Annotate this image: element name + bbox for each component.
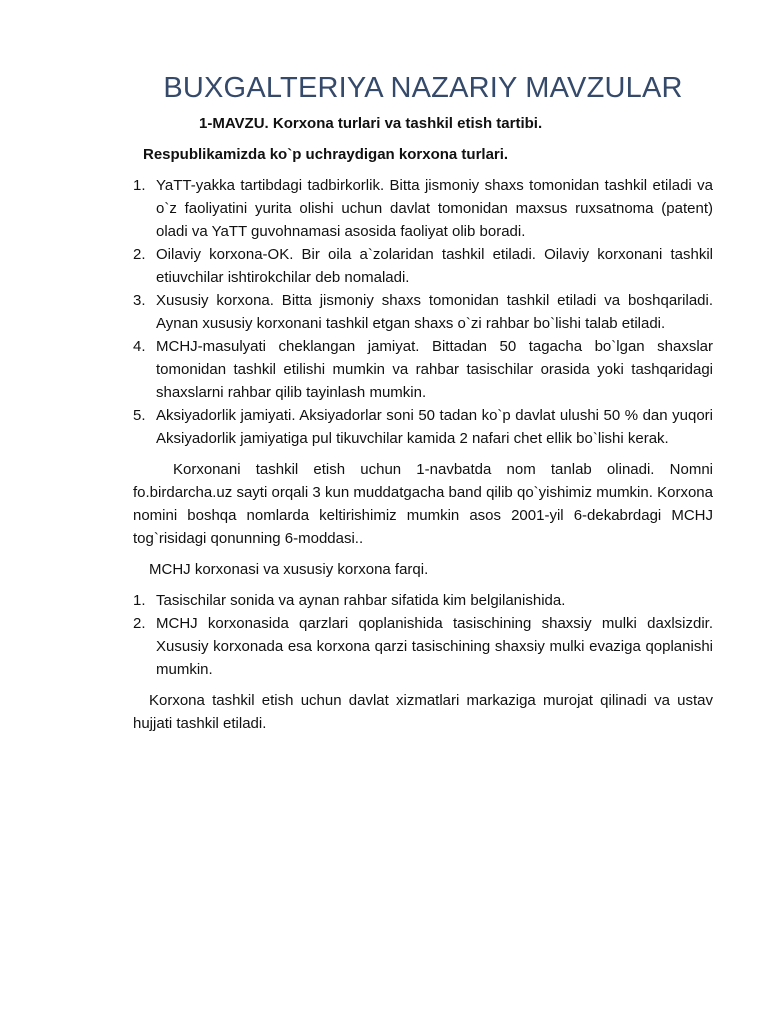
list-number: 1.	[133, 177, 146, 194]
list-item	[133, 174, 713, 243]
list-item	[133, 612, 713, 681]
list-item-text: Aksiyadorlik jamiyati. Aksiyadorlar soni 50 tadan ko`p davlat ulushi 50 % dan yuqori Aksiyadorlik jamiyatiga pul tikuvchilar kamida 2 nafari chet ellik bo`lishi kerak.	[156, 407, 713, 447]
list-item	[133, 243, 713, 289]
differences-list	[133, 589, 713, 681]
list-number: 3.	[133, 292, 146, 309]
list-item-text: Xususiy korxona. Bitta jismoniy shaxs tomonidan tashkil etiladi va boshqariladi. Aynan xususiy korxonani tashkil etgan shaxs o`zi rahbar bo`lishi talab etiladi.	[156, 292, 713, 332]
comparison-heading: MCHJ korxonasi va xususiy korxona farqi.	[149, 561, 429, 578]
list-item	[133, 289, 713, 335]
list-number: 1.	[133, 592, 146, 609]
topic-heading: 1-MAVZU. Korxona turlari va tashkil etish tartibi.	[199, 115, 543, 132]
list-number: 2.	[133, 246, 146, 263]
list-item-text: MCHJ korxonasida qarzlari qoplanishida tasischining shaxsiy mulki daxlsizdir. Xususiy korxonada esa korxona qarzi tasischining shaxsiy mulki evaziga qoplanishi mumkin.	[156, 615, 713, 678]
list-item-text: Oilaviy korxona-OK. Bir oila a`zolaridan tashkil etiladi. Oilaviy korxonani tashkil etiuvchilar ishtirokchilar deb nomaladi.	[156, 246, 713, 286]
list-item	[133, 404, 713, 450]
list-item	[133, 335, 713, 404]
list-item-text: YaTT-yakka tartibdagi tadbirkorlik. Bitta jismoniy shaxs tomonidan tashkil etiladi va o`z faoliyatini yurita olishi uchun davlat tomonidan maxsus ruxsatnoma (patent) oladi va YaTT guvohnamasi asosida faoliyat olib boradi.	[156, 177, 713, 240]
list-item-text: Tasischilar sonida va aynan rahbar sifatida kim belgilanishida.	[156, 592, 566, 609]
paragraph-naming: Korxonani tashkil etish uchun 1-navbatda nom tanlab olinadi. Nomni fo.birdarcha.uz sayti orqali 3 kun muddatgacha band qilib qo`yishimiz mumkin. Korxona nomini boshqa nomlarda keltirishimiz mumkin asos 2001-yil 6-dekabrdagi MCHJ tog`risidagi qonunning 6-moddasi..	[133, 461, 713, 547]
list-item	[133, 589, 713, 612]
list-number: 5.	[133, 407, 146, 424]
document-page	[133, 68, 713, 743]
section-lead: Respublikamizda ko`p uchraydigan korxona turlari.	[143, 146, 509, 163]
list-item-text: MCHJ-masulyati cheklangan jamiyat. Bittadan 50 tagacha bo`lgan shaxslar tomonidan tashkil etilishi mumkin va rahbar tasischilar orasida yoki tashqaridagi shaxslarni rahbar qilib tayinlash mumkin.	[156, 338, 713, 401]
list-number: 4.	[133, 338, 146, 355]
paragraph-registration: Korxona tashkil etish uchun davlat xizmatlari markaziga murojat qilinadi va ustav hujjati tashkil etiladi.	[133, 692, 713, 732]
document-title: BUXGALTERIYA NAZARIY MAVZULAR	[163, 72, 683, 104]
list-number: 2.	[133, 615, 146, 632]
company-types-list	[133, 174, 713, 450]
